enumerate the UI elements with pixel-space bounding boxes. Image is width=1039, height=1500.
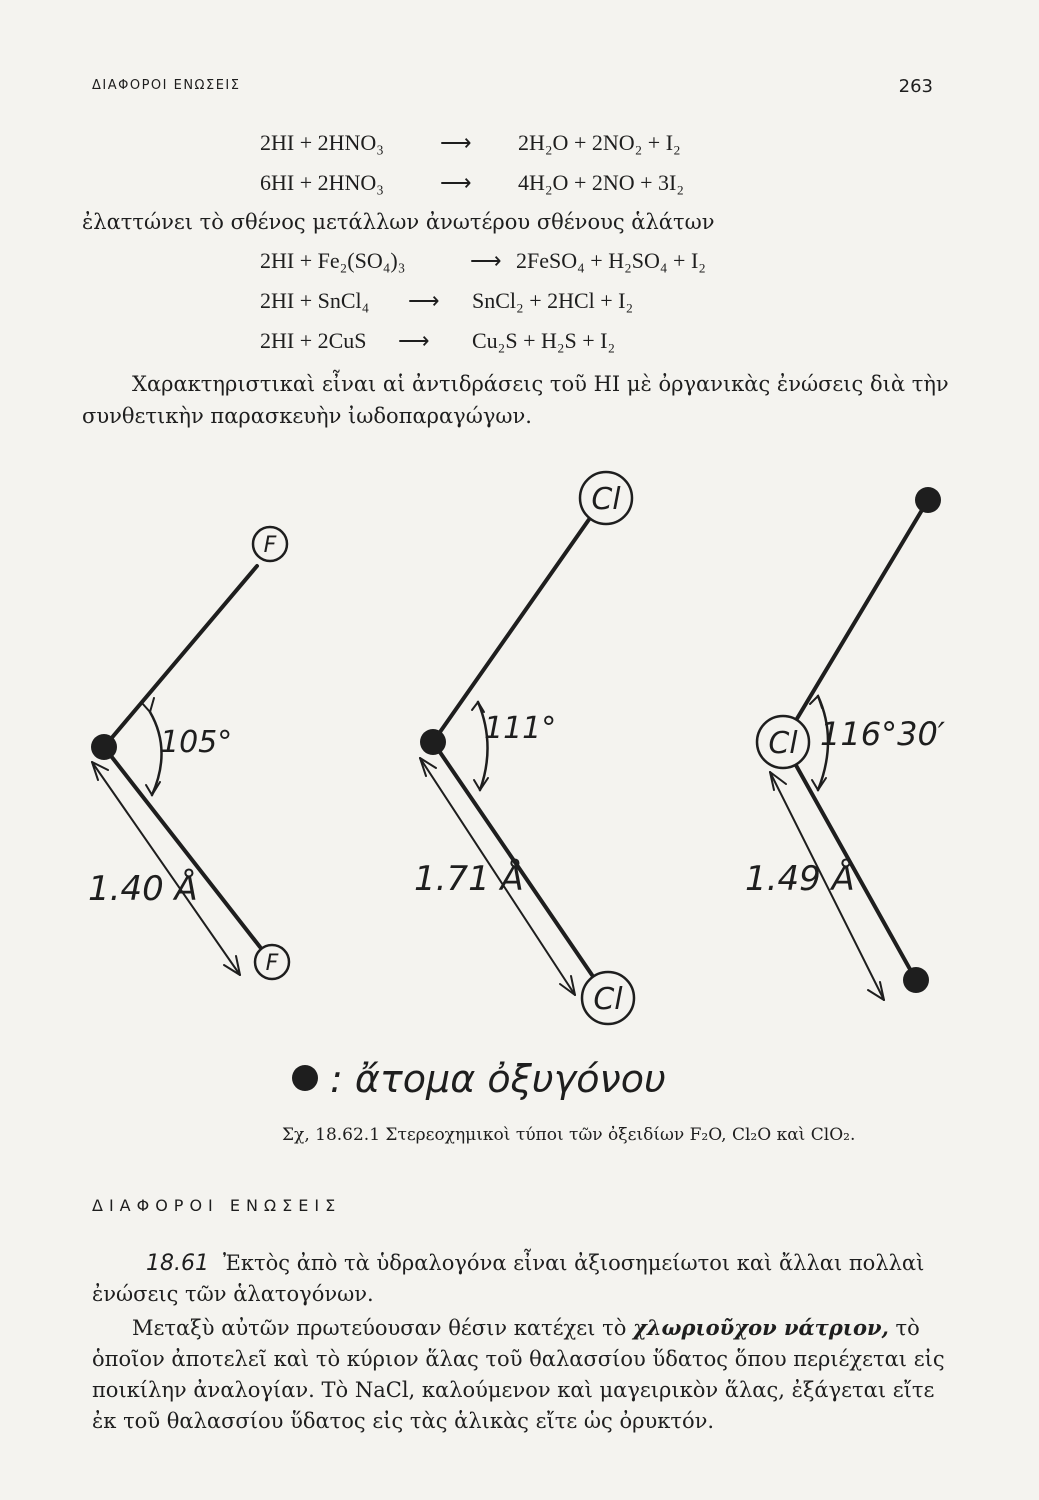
atom-label: Cl xyxy=(593,982,623,1017)
reduces-line: ἐλαττώνει τὸ σθένος μετάλλων ἀνωτέρου σθένους ἁλάτων xyxy=(82,210,715,234)
page-number: 263 xyxy=(898,76,933,97)
equation-right: 2H₂O + 2NO₂ + I₂ xyxy=(518,130,681,155)
equation-left: 2HI + 2HNO₃ xyxy=(260,130,384,155)
bond-length-label: 1.49 Å xyxy=(745,859,855,899)
reaction-arrow: ⟶ xyxy=(440,130,472,155)
equation-left: 6HI + 2HNO₃ xyxy=(260,170,384,195)
paragraph-line: ὁποῖον ἀποτελεῖ καὶ τὸ κύριον ἅλας τοῦ θαλασσίου ὕδατος ὅπου περιέχεται εἰς xyxy=(92,1347,945,1371)
legend-text: : ἄτομα ὀξυγόνου xyxy=(330,1057,666,1101)
oxygen-atom xyxy=(420,729,446,755)
equation-left: 2HI + SnCl₄ xyxy=(260,288,370,313)
bond-length-label: 1.40 Å xyxy=(88,869,198,909)
oxygen-atom xyxy=(903,967,929,993)
section-number: 18.61 xyxy=(146,1251,209,1276)
arrow-head xyxy=(472,702,484,712)
bond-angle-label: 116°30′ xyxy=(820,715,946,753)
paragraph-line: ἐκ τοῦ θαλασσίου ὕδατος εἰς τὰς ἁλικὰς εἴτε ὡς ὀρυκτόν. xyxy=(92,1409,715,1433)
bond-line xyxy=(104,747,260,947)
oxygen-atom xyxy=(915,487,941,513)
bond-line xyxy=(783,500,928,742)
equation-left: 2HI + 2CuS xyxy=(260,328,367,353)
arrow-head xyxy=(146,782,160,795)
bold-term: χλωριοῦχον νάτριον, xyxy=(633,1315,889,1340)
bond-angle-label: 105° xyxy=(160,725,233,760)
paragraph-line: ἐνώσεις τῶν ἁλατογόνων. xyxy=(92,1282,374,1306)
arrow-head xyxy=(560,976,575,995)
reaction-arrow: ⟶ xyxy=(470,248,502,273)
reaction-arrow: ⟶ xyxy=(408,288,440,313)
reaction-arrow: ⟶ xyxy=(440,170,472,195)
paragraph-line: ποικίλην ἀναλογίαν. Τὸ NaCl, καλούμενον καὶ μαγειρικὸν ἅλας, ἐξάγεται εἴτε xyxy=(92,1378,935,1402)
section-title: ΔΙΑΦΟΡΟΙ ΕΝΩΣΕΙΣ xyxy=(92,1196,342,1215)
oxygen-atom xyxy=(91,734,117,760)
characteristic-line-1: Χαρακτηριστικαὶ εἶναι αἱ ἀντιδράσεις τοῦ HI μὲ ὀργανικὰς ἐνώσεις διὰ τὴν xyxy=(132,372,949,396)
equation-right: Cu₂S + H₂S + I₂ xyxy=(472,328,616,353)
text-span: Μεταξὺ αὐτῶν πρωτεύουσαν θέσιν κατέχει τὸ xyxy=(132,1316,634,1340)
paragraph-line xyxy=(92,1312,945,1344)
equation-right: SnCl₂ + 2HCl + I₂ xyxy=(472,288,634,313)
paragraph-line xyxy=(92,1248,924,1279)
molecule-cl2o xyxy=(420,472,634,1024)
reaction-arrow: ⟶ xyxy=(398,328,430,353)
text-span: τὸ xyxy=(888,1316,920,1340)
equation-right: 2FeSO₄ + H₂SO₄ + I₂ xyxy=(516,248,706,273)
figure-caption: Σχ, 18.62.1 Στερεοχημικοὶ τύποι τῶν ὀξειδίων F₂O, Cl₂O καὶ ClO₂. xyxy=(282,1125,856,1145)
atom-label: Cl xyxy=(768,726,798,761)
equation-left: 2HI + Fe₂(SO₄)₃ xyxy=(260,248,406,273)
bond-line xyxy=(104,566,257,747)
atom-label: F xyxy=(265,951,279,976)
characteristic-line-2: συνθετικὴν παρασκευὴν ἰωδοπαραγώγων. xyxy=(82,404,532,428)
atom-label: Cl xyxy=(591,482,621,517)
legend-oxygen-dot xyxy=(292,1065,318,1091)
paragraph-2 xyxy=(92,1312,945,1437)
atom-label: F xyxy=(263,533,277,558)
text-span: Ἐκτὸς ἀπὸ τὰ ὑδραλογόνα εἶναι ἀξιοσημείωτοι καὶ ἄλλαι πολλαὶ xyxy=(222,1251,925,1275)
bond-angle-label: 111° xyxy=(484,711,557,746)
bond-length-label: 1.71 Å xyxy=(414,859,524,899)
paragraph-1 xyxy=(92,1248,924,1310)
running-header-title: ΔΙΑΦΟΡΟΙ ΕΝΩΣΕΙΣ xyxy=(92,78,241,93)
equation-right: 4H₂O + 2NO + 3I₂ xyxy=(518,170,685,195)
bond-line xyxy=(433,518,590,742)
